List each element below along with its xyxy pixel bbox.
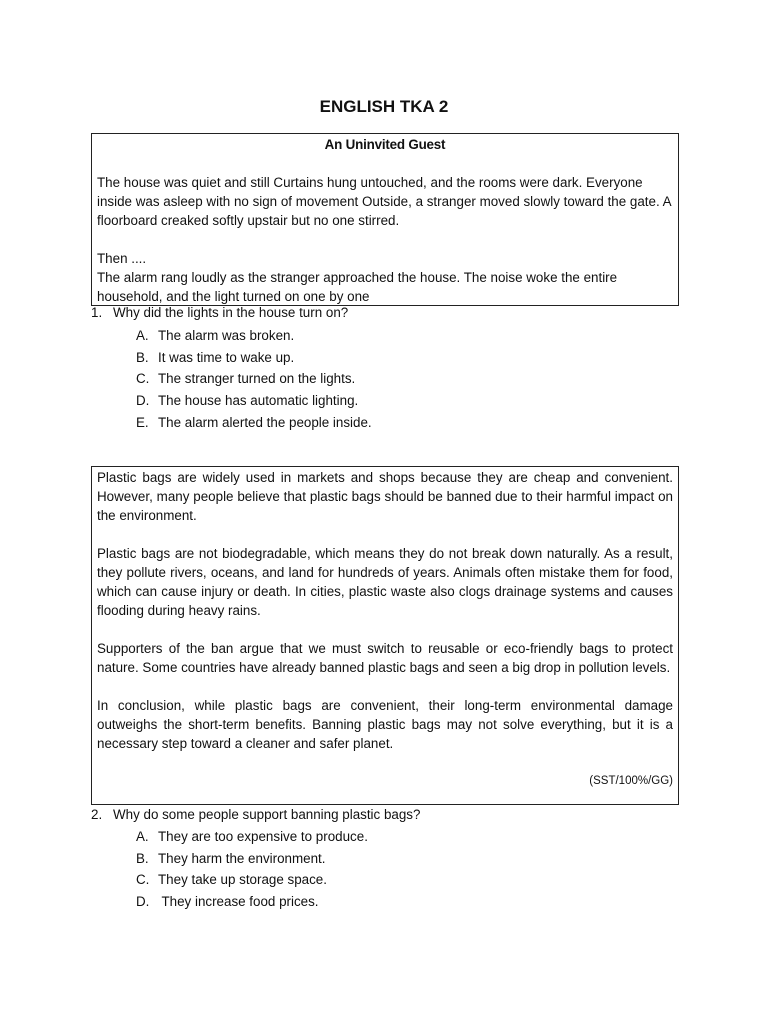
- question-1-option-a[interactable]: A. The alarm was broken.: [136, 328, 295, 343]
- question-1-number: 1.: [91, 305, 103, 320]
- question-1-text: Why did the lights in the house turn on?: [113, 305, 349, 320]
- question-2: [91, 805, 420, 825]
- question-2-option-a[interactable]: A. They are too expensive to produce.: [136, 829, 368, 844]
- question-1-option-e[interactable]: E. The alarm alerted the people inside.: [136, 414, 372, 430]
- page-title: ENGLISH TKA 2: [319, 97, 449, 116]
- passage-2-paragraph-4: In conclusion, while plastic bags are convenient, their long-term environmental damage outweighs the short-term benefits. Banning plastic bags may not solve everything, but it is a necessary step toward a cleaner and safer planet.: [97, 698, 673, 751]
- question-2-options: [136, 826, 368, 913]
- passage-1-paragraph-2: The alarm rang loudly as the stranger approached the house. The noise woke the entire household, and the light turned on one by one: [97, 270, 618, 304]
- passage-2-box: [91, 466, 679, 805]
- passage-2-paragraph-1: Plastic bags are widely used in markets and shops because they are cheap and convenient. However, many people believe that plastic bags should be banned due to their harmful impact on the environment.: [97, 470, 673, 523]
- passage-1-then-line: Then ....: [97, 251, 147, 266]
- question-2-option-c[interactable]: C. They take up storage space.: [136, 872, 327, 888]
- passage-1-heading: An Uninvited Guest: [324, 137, 446, 152]
- passage-1-box: [91, 133, 679, 306]
- question-2-option-d[interactable]: D. They increase food prices.: [136, 894, 319, 910]
- question-2-option-b[interactable]: B. They harm the environment.: [136, 850, 326, 866]
- question-2-number: 2.: [91, 807, 103, 822]
- question-1-options: [136, 325, 372, 433]
- question-1-option-b[interactable]: B. It was time to wake up.: [136, 349, 295, 365]
- question-2-text: Why do some people support banning plastic bags?: [113, 807, 421, 822]
- question-1-option-c[interactable]: C. The stranger turned on the lights.: [136, 371, 356, 387]
- passage-2-paragraph-3: Supporters of the ban argue that we must switch to reusable or eco-friendly bags to protect nature. Some countries have already banned plastic bags and seen a big drop in pollution levels.: [97, 641, 673, 675]
- passage-2-source: (SST/100%/GG): [589, 775, 673, 787]
- passage-2-paragraph-2: Plastic bags are not biodegradable, which means they do not break down naturally. As a result, they pollute rivers, oceans, and land for hundreds of years. Animals often mistake them for food, which can cause injury or death. In cities, plastic waste also clogs drainage systems and causes flooding during heavy rains.: [97, 546, 673, 618]
- question-1: [91, 303, 348, 323]
- question-1-option-d[interactable]: D. The house has automatic lighting.: [136, 393, 359, 409]
- passage-1-paragraph-1: The house was quiet and still Curtains hung untouched, and the rooms were dark. Everyone inside was asleep with no sign of movement Outside, a stranger moved slowly toward the gate. A floorboard creaked softly upstair but no one stirred.: [97, 175, 671, 228]
